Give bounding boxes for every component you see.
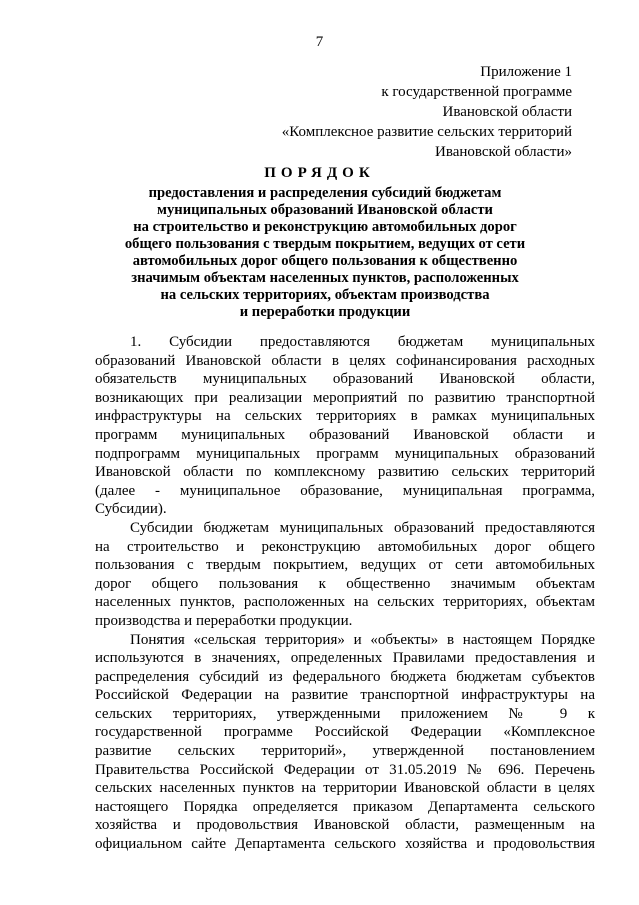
- body-line: пользования с твердым покрытием, ведущих от сети автомобильных: [95, 557, 595, 574]
- document-title: ПОРЯДОК: [264, 165, 375, 181]
- subtitle-line: на строительство и реконструкцию автомобильных дорог: [133, 219, 517, 235]
- subtitle-line: на сельских территориях, объектам производства: [160, 287, 490, 303]
- body-line: государственной программе Российской Федерации «Комплексное: [95, 724, 595, 741]
- body-line: Понятия «сельская территория» и «объекты» в настоящем Порядке: [130, 631, 595, 648]
- appendix-header: [282, 62, 572, 162]
- body-line: населенных пунктов, расположенных на сельских территориях, объектам: [95, 594, 595, 611]
- body-line: обязательств муниципальных образований Ивановской области,: [95, 371, 595, 388]
- body-line: сельских территориях, утвержденными приложением № 9 к: [95, 705, 595, 722]
- appendix-line: Приложение 1: [480, 64, 572, 80]
- subtitle-line: значимым объектам населенных пунктов, расположенных: [131, 270, 519, 286]
- subtitle-line: общего пользования с твердым покрытием, ведущих от сети: [124, 236, 526, 252]
- body-line: сельских населенных пунктов на территории Ивановской области в целях: [95, 780, 595, 797]
- document-subtitle: [60, 185, 590, 321]
- body-line: развитие сельских территорий», утвержденной постановлением: [95, 743, 595, 760]
- body-line: официальном сайте Департамента сельского хозяйства и продовольствия: [95, 836, 595, 853]
- appendix-line: к государственной программе: [381, 84, 572, 100]
- body-line: на строительство и реконструкцию автомобильных дорог общего: [95, 538, 595, 555]
- appendix-line: «Комплексное развитие сельских территорий: [281, 124, 572, 140]
- body-line: подпрограмм муниципальных программ муниципальных образований: [95, 445, 595, 462]
- body-line: 1. Субсидии предоставляются бюджетам муниципальных: [130, 334, 595, 350]
- subtitle-line: муниципальных образований Ивановской области: [157, 202, 493, 218]
- body-line: инфраструктуры на сельских территориях в рамках муниципальных: [95, 408, 595, 425]
- appendix-line: Ивановской области: [442, 104, 572, 120]
- body-line: распределения субсидий из федерального бюджета бюджетам субъектов: [95, 668, 595, 685]
- body-line: дорог общего пользования к общественно значимым объектам: [95, 575, 595, 592]
- body-line: (далее - муниципальное образование, муниципальная программа,: [95, 482, 595, 499]
- body-line: Ивановской области по комплексному развитию сельских территорий: [95, 464, 595, 481]
- body-line: Правительства Российской Федерации от 31.05.2019 № 696. Перечень: [95, 761, 595, 778]
- body-line: программ муниципальных образований Ивановской области и: [95, 426, 595, 443]
- appendix-line: Ивановской области»: [435, 144, 572, 160]
- body-line: образований Ивановской области в целях софинансирования расходных: [95, 352, 595, 369]
- subtitle-line: автомобильных дорог общего пользования к общественно: [132, 253, 518, 269]
- body-line: возникающих при реализации мероприятий по развитию транспортной: [95, 389, 595, 406]
- body-line: производства и переработки продукции.: [95, 612, 353, 629]
- body-line: используются в значениях, определенных Правилами предоставления и: [95, 650, 595, 667]
- subtitle-line: предоставления и распределения субсидий бюджетам: [148, 185, 502, 201]
- body-line: хозяйства и продовольствия Ивановской области, размещенным на: [95, 817, 595, 834]
- body-line: настоящего Порядка определяется приказом Департамента сельского: [95, 798, 595, 815]
- body-line: Субсидии).: [95, 501, 167, 518]
- body-line: Субсидии бюджетам муниципальных образований предоставляются: [130, 519, 595, 536]
- body-line: Российской Федерации на развитие транспортной инфраструктуры на: [95, 687, 595, 704]
- body-text: [95, 333, 595, 854]
- subtitle-line: и переработки продукции: [239, 304, 411, 320]
- page-number: 7: [315, 34, 324, 50]
